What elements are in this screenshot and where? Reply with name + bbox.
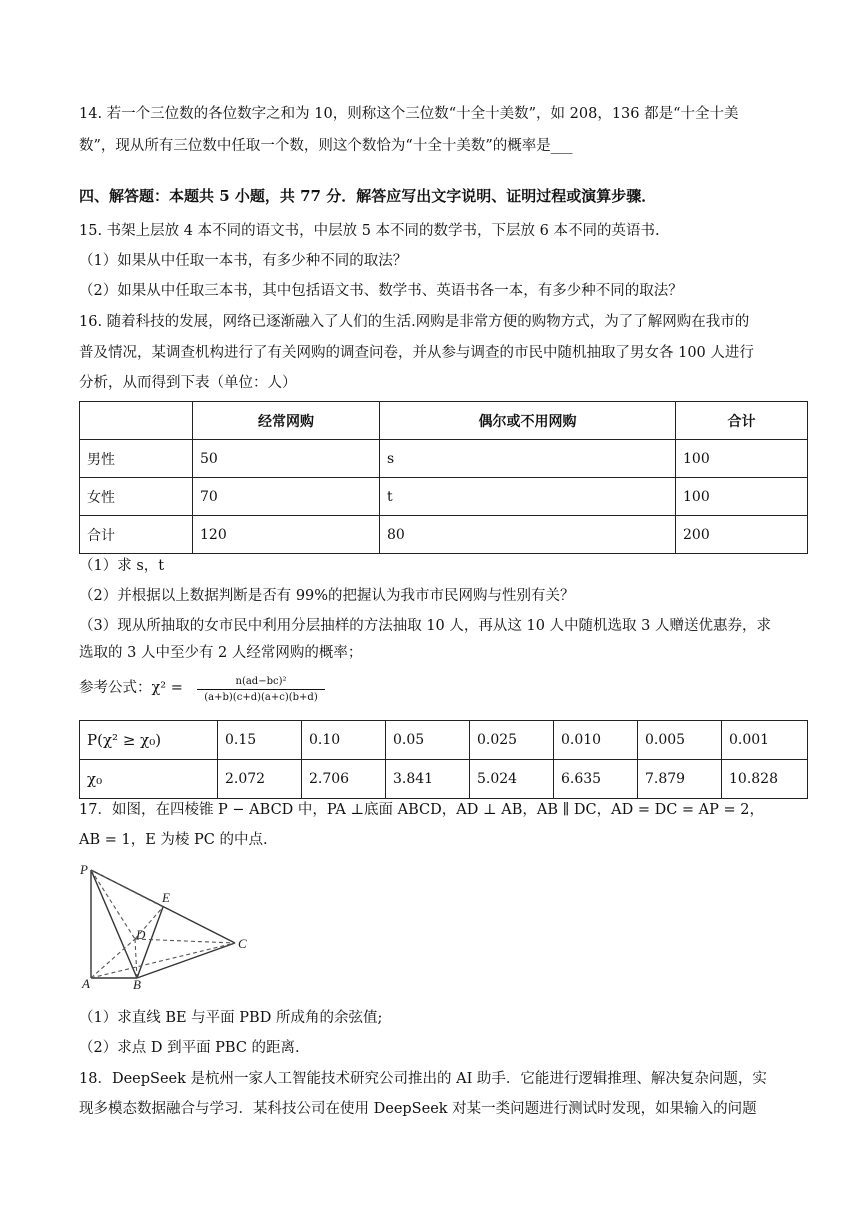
chi-square-table — [79, 720, 808, 799]
table-cell: 0.025 — [470, 721, 554, 760]
table-row — [80, 721, 808, 760]
pyramid-figure — [76, 860, 256, 990]
table-cell: 0.10 — [302, 721, 386, 760]
q16-line-3: 分析，从而得到下表（单位：人） — [79, 375, 297, 391]
vertex-label-a: A — [82, 976, 90, 990]
table-header-cell: 经常网购 — [193, 402, 380, 440]
table-header-cell: 合计 — [676, 402, 808, 440]
table-cell: 50 — [193, 440, 380, 478]
section-heading: 四、解答题：本题共 5 小题，共 77 分．解答应写出文字说明、证明过程或演算步骤． — [79, 187, 657, 205]
q18-line-1: 18．DeepSeek 是杭州一家人工智能技术研究公司推出的 AI 助手．它能进行逻辑推理、解决复杂问题，实 — [79, 1071, 767, 1087]
q15-stem: 15. 书架上层放 4 本不同的语文书，中层放 5 本不同的数学书，下层放 6 本不同的英语书. — [79, 223, 660, 239]
q16-line-1: 16. 随着科技的发展，网络已逐渐融入了人们的生活.网购是非常方便的购物方式，为了了解网购在我市的 — [79, 314, 750, 330]
table-row — [80, 516, 808, 554]
table-cell: 80 — [380, 516, 676, 554]
formula-fraction — [197, 676, 325, 703]
formula-denominator: (a+b)(c+d)(a+c)(b+d) — [204, 692, 318, 703]
table-cell: 2.072 — [218, 760, 302, 799]
table-cell: s — [380, 440, 676, 478]
table-cell: 0.001 — [722, 721, 808, 760]
table-cell: 0.005 — [638, 721, 722, 760]
q16-part-1: （1）求 s，t — [79, 558, 165, 574]
q15-part-2: （2）如果从中任取三本书，其中包括语文书、数学书、英语书各一本，有多少种不同的取法？ — [79, 283, 683, 299]
q17-part-2: （2）求点 D 到平面 PBC 的距离. — [79, 1040, 300, 1056]
q15-part-1: （1）如果从中任取一本书，有多少种不同的取法？ — [79, 253, 408, 269]
table-header-cell — [80, 402, 193, 440]
table-cell: 10.828 — [722, 760, 808, 799]
table-cell: 100 — [676, 440, 808, 478]
table-cell: 3.841 — [386, 760, 470, 799]
table-cell: χ₀ — [80, 760, 218, 799]
table-row — [80, 440, 808, 478]
table-row — [80, 478, 808, 516]
vertex-label-b: B — [133, 977, 141, 990]
q14-line-1: 14. 若一个三位数的各位数字之和为 10，则称这个三位数“十全十美数”，如 208，136 都是“十全十美 — [79, 106, 739, 122]
table-cell: 0.010 — [554, 721, 638, 760]
table-header-cell: 偶尔或不用网购 — [380, 402, 676, 440]
table-cell: 0.15 — [218, 721, 302, 760]
table-cell: 男性 — [80, 440, 193, 478]
table-cell: 2.706 — [302, 760, 386, 799]
q17-line-2: AB = 1，E 为棱 PC 的中点. — [79, 832, 268, 848]
table-cell: P(χ² ≥ χ₀) — [80, 721, 218, 760]
table-cell: 6.635 — [554, 760, 638, 799]
table-cell: 7.879 — [638, 760, 722, 799]
q14-line-2: 数”，现从所有三位数中任取一个数，则这个数恰为“十全十美数”的概率是___ — [79, 138, 573, 154]
q17-part-1: （1）求直线 BE 与平面 PBD 所成角的余弦值; — [79, 1010, 383, 1026]
q16-part-2: （2）并根据以上数据判断是否有 99%的把握认为我市市民网购与性别有关？ — [79, 588, 575, 604]
survey-table — [79, 401, 808, 554]
table-cell: 120 — [193, 516, 380, 554]
table-cell: 女性 — [80, 478, 193, 516]
table-cell: 合计 — [80, 516, 193, 554]
table-cell: 0.05 — [386, 721, 470, 760]
vertex-label-p: P — [80, 862, 88, 877]
table-row — [80, 760, 808, 799]
q16-line-2: 普及情况，某调查机构进行了有关网购的调查问卷，并从参与调查的市民中随机抽取了男女各 100 人进行 — [79, 345, 754, 361]
vertex-label-e: E — [162, 890, 170, 905]
q18-line-2: 现多模态数据融合与学习．某科技公司在使用 DeepSeek 对某一类问题进行测试时发现，如果输入的问题 — [79, 1101, 757, 1117]
vertex-label-d: D — [136, 927, 146, 942]
table-row — [80, 402, 808, 440]
table-cell: 70 — [193, 478, 380, 516]
table-cell: 200 — [676, 516, 808, 554]
table-cell: t — [380, 478, 676, 516]
table-cell: 100 — [676, 478, 808, 516]
table-cell: 5.024 — [470, 760, 554, 799]
q16-part-3a: （3）现从所抽取的女市民中利用分层抽样的方法抽取 10 人，再从这 10 人中随机选取 3 人赠送优惠券，求 — [79, 618, 772, 634]
q17-line-1: 17．如图，在四棱锥 P − ABCD 中，PA ⊥底面 ABCD，AD ⊥ AB，AB ∥ DC，AD = DC = AP = 2， — [79, 802, 764, 818]
formula-label: 参考公式：χ² = — [79, 680, 183, 696]
vertex-label-c: C — [238, 936, 247, 951]
formula-numerator: n(ad−bc)² — [197, 676, 325, 690]
q16-part-3b: 选取的 3 人中至少有 2 人经常网购的概率； — [79, 645, 363, 661]
